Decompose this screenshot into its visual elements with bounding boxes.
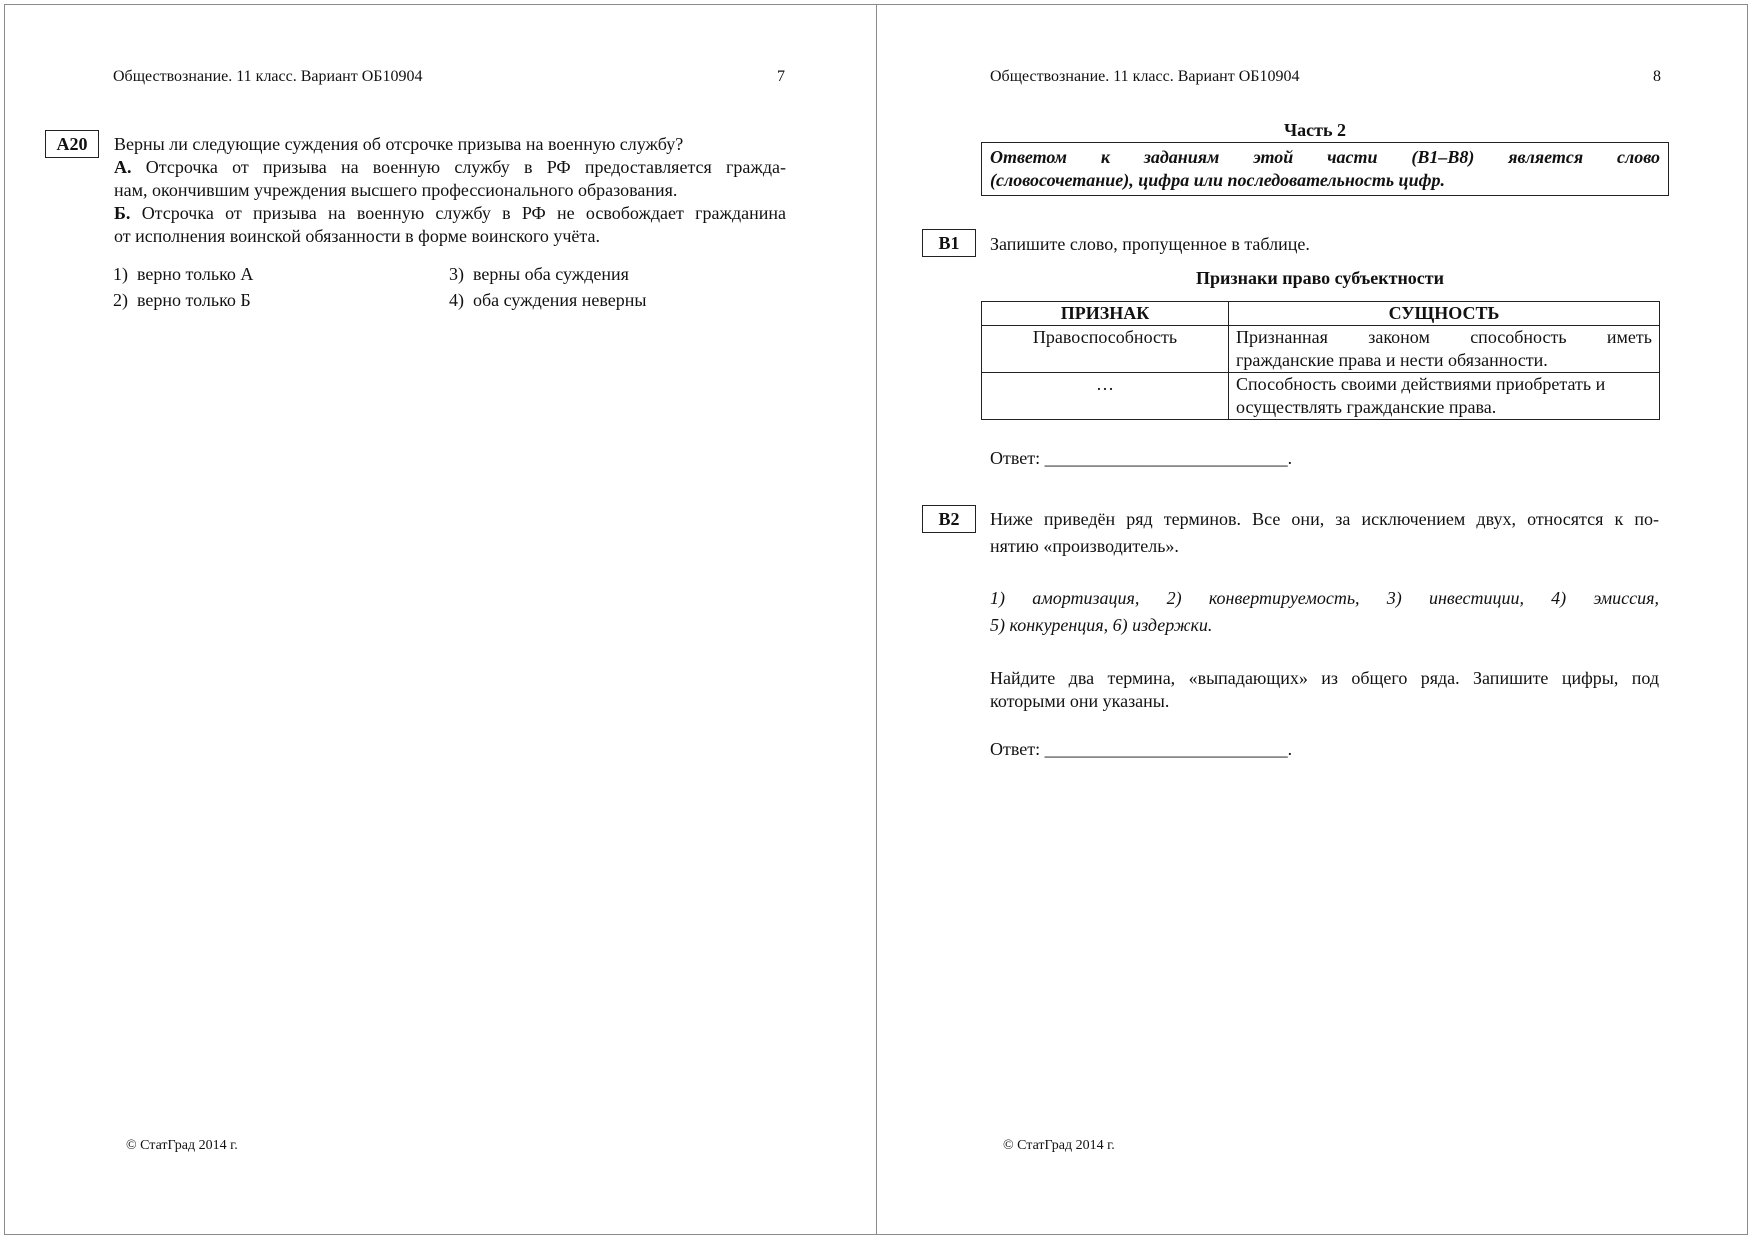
- option-1[interactable]: 1) верно только А: [113, 264, 254, 284]
- cell-essence: [1229, 373, 1660, 420]
- intro-line2: нятию «производитель».: [990, 536, 1179, 556]
- terms-line1: 1) амортизация, 2) конвертируемость, 3) инвестиции, 4) эмиссия,: [990, 588, 1659, 608]
- cell-feature: Правоспособность: [982, 326, 1229, 373]
- col-header-feature: ПРИЗНАК: [982, 302, 1229, 326]
- task-a20-body: [114, 133, 786, 248]
- task-tag-b2: B2: [922, 505, 976, 533]
- instruction-line2: (словосочетание), цифра или последовательность цифр.: [990, 170, 1445, 190]
- b2-answer-line[interactable]: Ответ: ___________________________.: [990, 739, 1293, 759]
- page-header: Обществознание. 11 класс. Вариант ОБ10904: [990, 68, 1300, 85]
- statement-a-line1: [114, 156, 786, 179]
- option-3[interactable]: 3) верны оба суждения: [449, 264, 629, 284]
- task-line1: Найдите два термина, «выпадающих» из общего ряда. Запишите цифры, под: [990, 668, 1659, 688]
- part-instruction-box: [981, 142, 1669, 196]
- statement-b-label: Б.: [114, 203, 131, 223]
- cell-essence: [1229, 326, 1660, 373]
- statement-b-line1: [114, 202, 786, 225]
- statement-a-line2: нам, окончившим учреждения высшего профессионального образования.: [114, 180, 678, 200]
- page-footer: © СтатГрад 2014 г.: [126, 1138, 238, 1153]
- essence-line: Способность своими действиями приобретать и: [1236, 374, 1606, 394]
- essence-line: гражданские права и нести обязанности.: [1236, 350, 1548, 370]
- task-b1-prompt: Запишите слово, пропущенное в таблице.: [990, 234, 1310, 254]
- statement-a-label: А.: [114, 157, 132, 177]
- table-title: Признаки право субъектности: [1195, 268, 1445, 288]
- essence-line: осуществлять гражданские права.: [1236, 397, 1497, 417]
- intro-line1: Ниже приведён ряд терминов. Все они, за исключением двух, относятся к по-: [990, 509, 1659, 529]
- task-b2-intro: [990, 508, 1659, 558]
- option-2[interactable]: 2) верно только Б: [113, 290, 251, 310]
- table-row: [982, 326, 1660, 373]
- terms-line2: 5) конкуренция, 6) издержки.: [990, 615, 1213, 635]
- features-table: [981, 301, 1660, 420]
- table-header-row: [982, 302, 1660, 326]
- right-page: [877, 0, 1753, 1239]
- part-title: Часть 2: [1283, 120, 1347, 140]
- table-row: [982, 373, 1660, 420]
- task-a20-question: Верны ли следующие суждения об отсрочке призыва на военную службу?: [114, 134, 684, 154]
- cell-feature-missing: …: [982, 373, 1229, 420]
- statement-a-text: Отсрочка от призыва на военную службу в РФ предоставляется гражда-: [145, 157, 786, 177]
- page-number: 7: [777, 68, 785, 85]
- page-footer: © СтатГрад 2014 г.: [1003, 1138, 1115, 1153]
- task-b2-terms: [990, 587, 1659, 637]
- task-b2-instruction: [990, 667, 1659, 713]
- statement-b-text: Отсрочка от призыва на военную службу в РФ не освобождает гражданина: [141, 203, 787, 223]
- essence-line: Признанная законом способность иметь: [1236, 327, 1652, 347]
- task-tag-a20: A20: [45, 130, 99, 158]
- page-number: 8: [1653, 68, 1661, 85]
- page-header: Обществознание. 11 класс. Вариант ОБ10904: [113, 68, 423, 85]
- b1-answer-line[interactable]: Ответ: ___________________________.: [990, 448, 1293, 468]
- left-page: [0, 0, 876, 1239]
- instruction-line1: Ответом к заданиям этой части (В1–В8) является слово: [990, 147, 1660, 167]
- task-tag-b1: B1: [922, 229, 976, 257]
- statement-b-line2: от исполнения воинской обязанности в форме воинского учёта.: [114, 226, 600, 246]
- option-4[interactable]: 4) оба суждения неверны: [449, 290, 647, 310]
- task-line2: которыми они указаны.: [990, 691, 1170, 711]
- col-header-essence: СУЩНОСТЬ: [1229, 302, 1660, 326]
